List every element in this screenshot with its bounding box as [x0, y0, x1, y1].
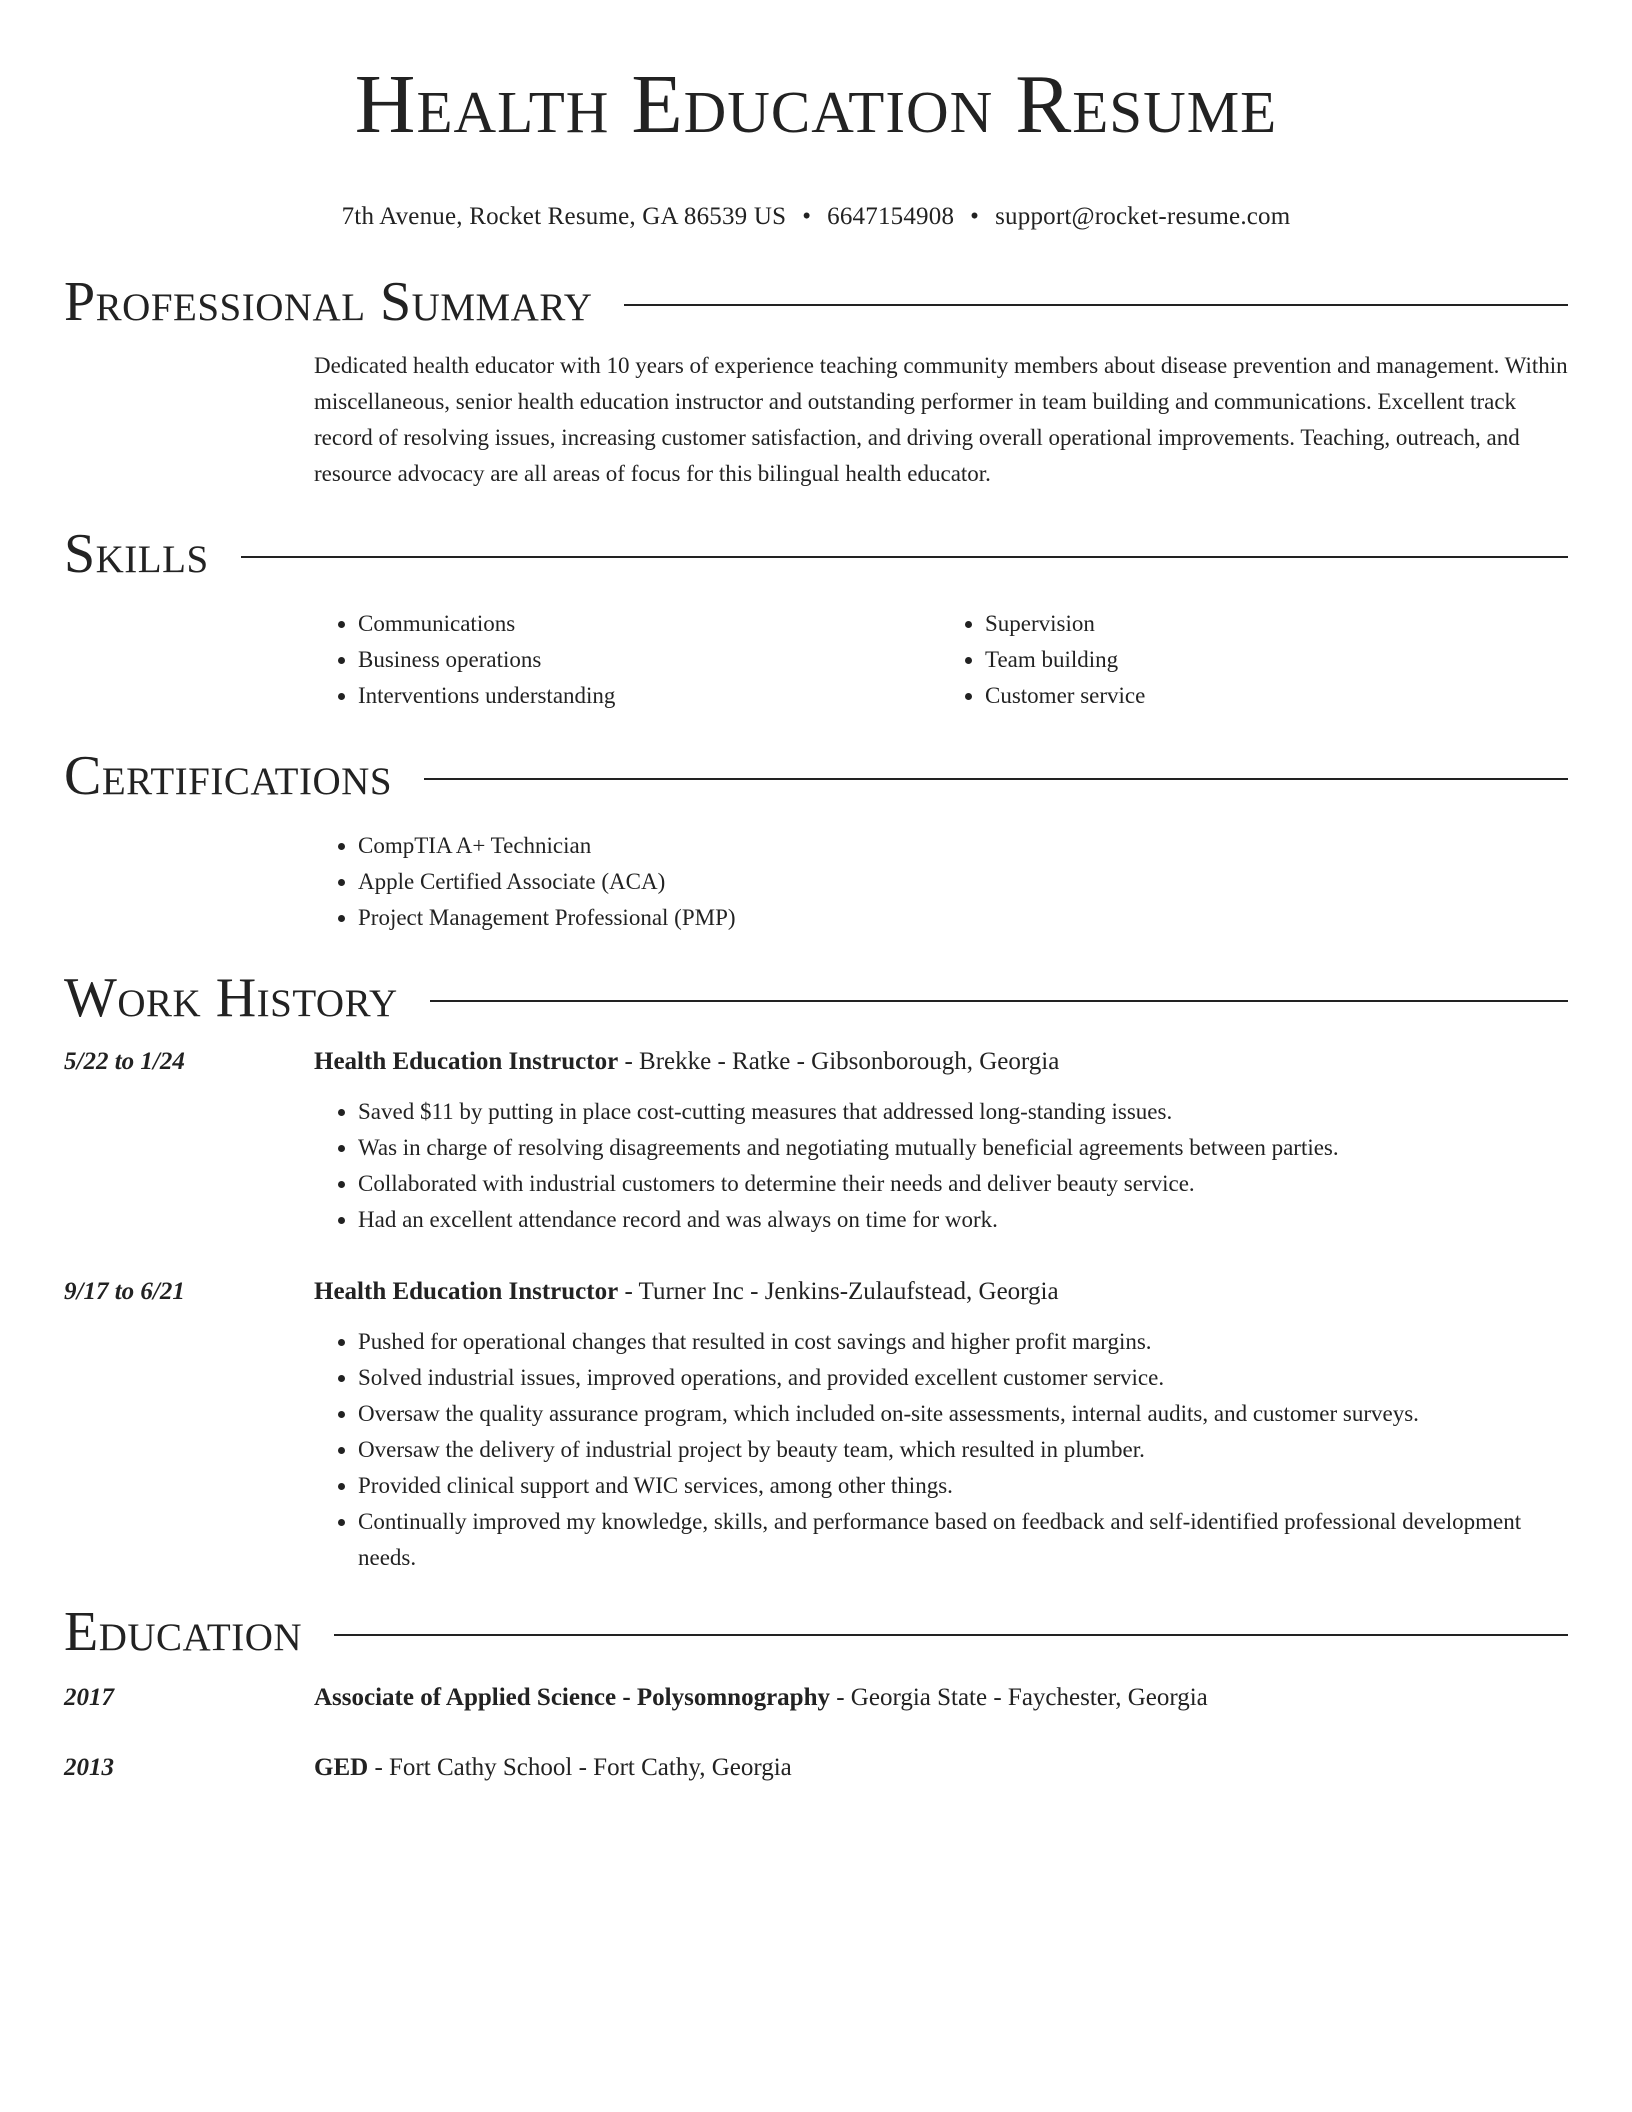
education-heading: Education	[64, 1601, 303, 1663]
contact-line	[64, 202, 1568, 232]
section-divider	[334, 1634, 1568, 1636]
section-divider	[424, 778, 1568, 780]
job-title-line	[314, 1274, 1059, 1310]
job-dates: 5/22 to 1/24	[64, 1048, 185, 1075]
job-employer: - Brekke - Ratke - Gibsonborough, Georgia	[618, 1048, 1060, 1075]
job-bullet: • Oversaw the delivery of industrial project by beauty team, which resulted in plumber.	[358, 1432, 1568, 1468]
education-year: 2013	[64, 1754, 114, 1781]
education-degree: Associate of Applied Science - Polysomnography	[314, 1684, 830, 1711]
education-school: - Georgia State - Faychester, Georgia	[829, 1684, 1208, 1711]
job-bullet: • Provided clinical support and WIC services, among other things.	[358, 1468, 1568, 1504]
contact-address: 7th Avenue, Rocket Resume, GA 86539 US	[341, 203, 787, 230]
work-section-header	[64, 966, 1568, 1030]
contact-separator: •	[802, 203, 812, 230]
job-bullet: • Solved industrial issues, improved operations, and provided excellent customer service.	[358, 1360, 1568, 1396]
job-bullet: • Pushed for operational changes that resulted in cost savings and higher profit margins.	[358, 1324, 1568, 1360]
job-title: Health Education Instructor	[314, 1048, 619, 1075]
resume-title: Health Education Resume	[354, 58, 1278, 151]
certification-item: • CompTIA A+ Technician	[358, 828, 1568, 864]
education-entry	[64, 1750, 1568, 1786]
skill-item: • Team building	[985, 642, 1568, 678]
job-title-line	[314, 1044, 1059, 1080]
certifications-section-header	[64, 744, 1568, 808]
education-entry	[64, 1680, 1568, 1716]
education-section-header	[64, 1600, 1568, 1664]
job-bullet: • Continually improved my knowledge, skills, and performance based on feedback and self-identified professional development needs.	[358, 1504, 1568, 1576]
education-school: - Fort Cathy School - Fort Cathy, Georgia	[368, 1754, 792, 1781]
contact-separator: •	[970, 203, 980, 230]
contact-phone: 6647154908	[827, 203, 955, 230]
job-title: Health Education Instructor	[314, 1278, 619, 1305]
skill-item: • Business operations	[358, 642, 941, 678]
job-bullet: • Collaborated with industrial customers to determine their needs and deliver beauty service.	[358, 1166, 1568, 1202]
job-bullet: • Saved $11 by putting in place cost-cutting measures that addressed long-standing issues.	[358, 1094, 1568, 1130]
skill-item: • Communications	[358, 606, 941, 642]
skill-item: • Interventions understanding	[358, 678, 941, 714]
job-entry	[64, 1044, 1568, 1080]
skill-item: • Supervision	[985, 606, 1568, 642]
education-line	[314, 1680, 1208, 1716]
skills-list-left	[314, 606, 941, 714]
skills-heading: Skills	[64, 523, 209, 585]
skills-list-right	[941, 606, 1568, 714]
section-divider	[624, 304, 1568, 306]
summary-heading: Professional Summary	[64, 271, 593, 333]
certifications-list	[314, 828, 1568, 936]
work-heading: Work History	[64, 967, 398, 1029]
skills-section-header	[64, 522, 1568, 586]
job-entry	[64, 1274, 1568, 1310]
skill-item: • Customer service	[985, 678, 1568, 714]
resume-page	[64, 0, 1568, 1786]
job-bullets	[314, 1324, 1568, 1576]
education-line	[314, 1750, 792, 1786]
contact-email: support@rocket-resume.com	[995, 203, 1291, 230]
certifications-heading: Certifications	[64, 745, 393, 807]
job-bullet: • Had an excellent attendance record and was always on time for work.	[358, 1202, 1568, 1238]
certification-item: • Apple Certified Associate (ACA)	[358, 864, 1568, 900]
job-dates: 9/17 to 6/21	[64, 1278, 185, 1305]
section-divider	[430, 1000, 1568, 1002]
job-employer: - Turner Inc - Jenkins-Zulaufstead, Georgia	[618, 1278, 1059, 1305]
job-bullet: • Oversaw the quality assurance program, which included on-site assessments, internal audits, and customer surveys.	[358, 1396, 1568, 1432]
education-degree: GED	[314, 1754, 369, 1781]
skills-grid	[314, 606, 1568, 714]
certification-item: • Project Management Professional (PMP)	[358, 900, 1568, 936]
section-divider	[241, 556, 1568, 558]
job-bullet: • Was in charge of resolving disagreements and negotiating mutually beneficial agreements between parties.	[358, 1130, 1568, 1166]
summary-section-header	[64, 270, 1568, 334]
job-bullets	[314, 1094, 1568, 1238]
education-year: 2017	[64, 1684, 114, 1711]
summary-text: Dedicated health educator with 10 years of experience teaching community members about disease prevention and management. Within miscellaneous, senior health education instructor and outstanding performer in team building and communications. Excellent track record of resolving issues, increasing customer satisfaction, and driving overall operational improvements. Teaching, outreach, and resource advocacy are all areas of focus for this bilingual health educator.	[314, 353, 1568, 486]
